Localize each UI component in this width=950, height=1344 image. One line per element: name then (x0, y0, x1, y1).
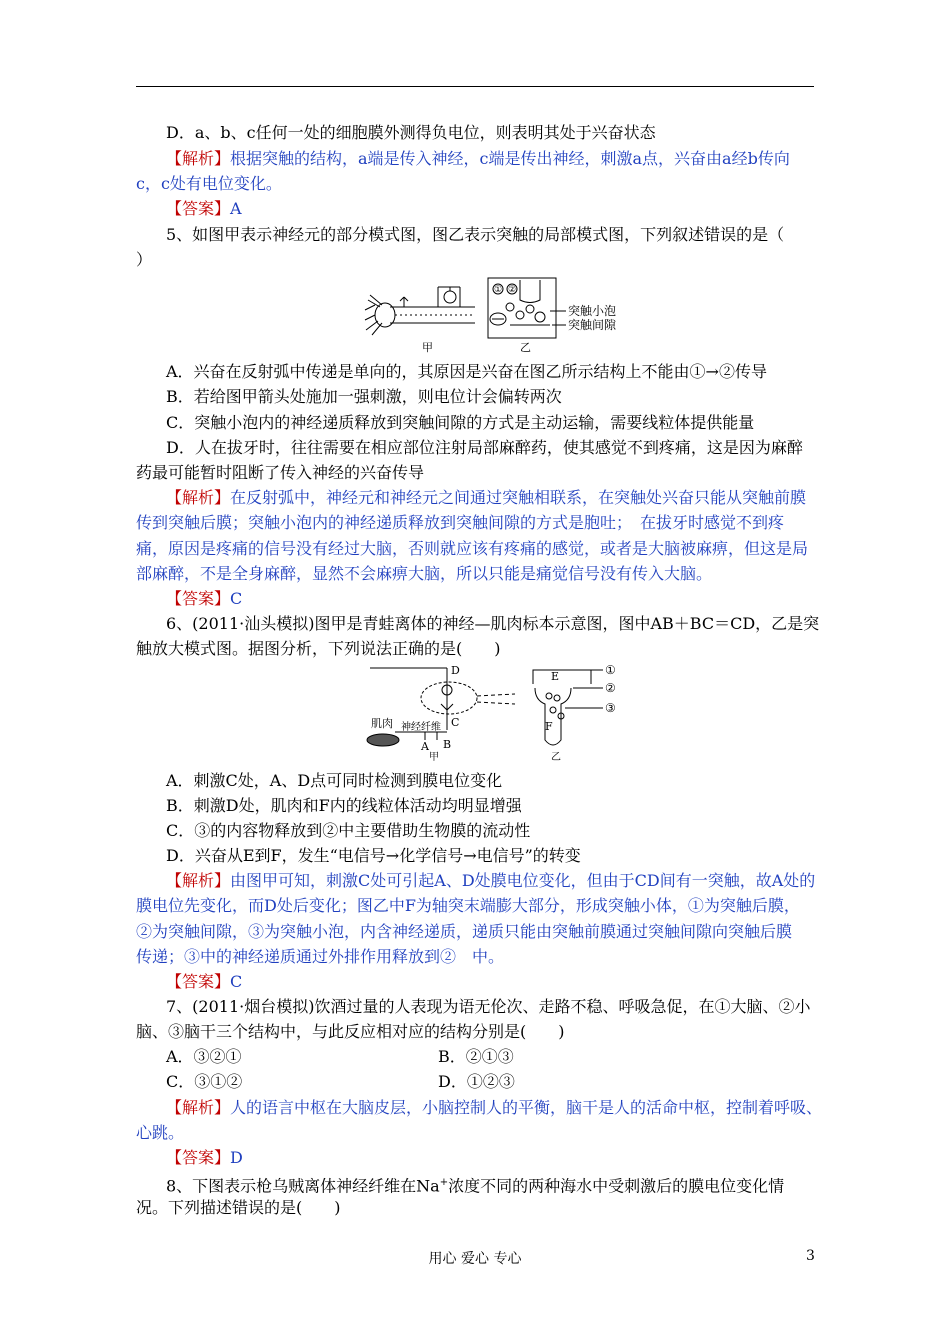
answer-tag: 【答案】 (166, 972, 231, 991)
analysis-tag: 【解析】 (166, 871, 231, 890)
question-7-line2: 脑、③脑干三个结构中，与此反应相对应的结构分别是( ) (136, 1022, 565, 1041)
answer-q4 (166, 199, 242, 219)
analysis-q5-line2: 传到突触后膜；突触小泡内的神经递质释放到突触间隙的方式是胞吐； 在拔牙时感觉不到疼 (136, 513, 785, 532)
analysis-q6-line4: 传递；③中的神经递质通过外排作用释放到② 中。 (136, 947, 505, 966)
fig6-A-label: A (421, 740, 429, 753)
analysis-q7-line2: 心跳。 (136, 1123, 185, 1142)
q7-option-a: A．③②① (166, 1047, 242, 1066)
question-7-line1: 7、(2011·烟台模拟)饮酒过量的人表现为语无伦次、走路不稳、呼吸急促，在①大脑、②小 (166, 997, 811, 1016)
q6-option-a: A．刺激C处，A、D点可同时检测到膜电位变化 (166, 771, 503, 790)
analysis-tag: 【解析】 (166, 1098, 231, 1117)
answer-tag: 【答案】 (166, 589, 231, 608)
q8-text-part2: 浓度不同的两种海水中受刺激后的膜电位变化情 (448, 1176, 785, 1196)
analysis-q5-line3: 痛，原因是疼痛的信号没有经过大脑，否则就应该有疼痛的感觉，或者是大脑被麻痹，但这是局 (136, 539, 809, 558)
analysis-q6-line2: 膜电位先变化，而D处后变化；图乙中F为轴突末端膨大部分，形成突触小体，①为突触后膜， (136, 896, 800, 915)
fig5-yi-label: 乙 (520, 341, 531, 354)
fig6-E-label: E (551, 670, 560, 683)
analysis-q4-line2: c，c处有电位变化。 (136, 174, 282, 193)
fig5-circle1: ① (493, 285, 503, 295)
figure-q6 (365, 660, 625, 765)
analysis-q7-line1 (166, 1098, 822, 1118)
answer-q5 (166, 589, 242, 609)
fig6-D-label: D (451, 664, 460, 677)
answer-value: A (230, 199, 242, 218)
answer-tag: 【答案】 (166, 199, 231, 218)
fig6-circle2: ② (605, 681, 616, 695)
q5-option-c: C．突触小泡内的神经递质释放到突触间隙的方式是主动运输，需要线粒体提供能量 (166, 413, 755, 432)
fig6-jia-label: 甲 (429, 752, 439, 763)
option-d-q4: D．a、b、c任何一处的细胞膜外测得负电位，则表明其处于兴奋状态 (166, 123, 656, 142)
answer-q6 (166, 972, 242, 992)
fig5-circle2: ② (507, 285, 517, 295)
q5-option-a: A．兴奋在反射弧中传递是单向的，其原因是兴奋在图乙所示结构上不能由①→②传导 (166, 362, 767, 381)
answer-q7 (166, 1148, 243, 1168)
q8-text-part1: 8、下图表示枪乌贼离体神经纤维在Na (166, 1176, 440, 1196)
question-5-line2: ） (136, 250, 153, 269)
header-rule (136, 86, 814, 87)
analysis-q5-line4: 部麻醉，不是全身麻醉，显然不会麻痹大脑，所以只能是痛觉信号没有传入大脑。 (136, 564, 713, 583)
analysis-tag: 【解析】 (166, 488, 231, 507)
answer-value: C (230, 972, 243, 991)
analysis-q5-line1 (166, 488, 806, 508)
question-5-line1: 5、如图甲表示神经元的部分模式图，图乙表示突触的局部模式图，下列叙述错误的是（ (166, 225, 785, 244)
fig6-C-label: C (451, 716, 460, 729)
footer-text: 用心 爱心 专心 (428, 1251, 522, 1267)
q8-superscript: + (439, 1177, 449, 1188)
q5-option-d-line1: D．人在拔牙时，往往需要在相应部位注射局部麻醉药，使其感觉不到疼痛，这是因为麻醉 (166, 438, 803, 457)
q6-option-d: D．兴奋从E到F，发生“电信号→化学信号→电信号”的转变 (166, 846, 581, 865)
page-number: 3 (806, 1248, 815, 1264)
fig6-yi-label: 乙 (551, 752, 561, 763)
answer-tag: 【答案】 (166, 1148, 231, 1167)
answer-value: C (230, 589, 243, 608)
fig6-F-label: F (545, 720, 553, 733)
fig6-B-label: B (443, 738, 452, 751)
analysis-q6-line3: ②为突触间隙，③为突触小泡，内含神经递质，递质只能由突触前膜通过突触间隙向突触后膜 (136, 922, 793, 941)
q7-option-b: B．②①③ (438, 1047, 514, 1066)
question-8-line2: 况。下列描述错误的是( ) (136, 1198, 341, 1217)
analysis-tag: 【解析】 (166, 149, 231, 168)
q6-option-c: C．③的内容物释放到②中主要借助生物膜的流动性 (166, 821, 531, 840)
q5-option-d-line2: 药最可能暂时阻断了传入神经的兴奋传导 (136, 463, 425, 482)
analysis-text: 根据突触的结构，a端是传入神经，c端是传出神经，刺激a点，兴奋由a经b传向 (230, 149, 790, 168)
q5-option-b: B．若给图甲箭头处施加一强刺激，则电位计会偏转两次 (166, 387, 562, 406)
analysis-q4-line1 (166, 149, 790, 169)
answer-value: D (230, 1148, 243, 1167)
fig6-fiber-label: 神经纤维 (401, 722, 441, 733)
analysis-text: 人的语言中枢在大脑皮层，小脑控制人的平衡，脑干是人的活命中枢，控制着呼吸、 (230, 1098, 823, 1117)
question-8-line1 (166, 1173, 784, 1196)
analysis-q6-line1 (166, 871, 815, 891)
fig5-cleft-label: 突触间隙 (568, 318, 617, 332)
fig6-circle3: ③ (605, 701, 616, 715)
q6-option-b: B．刺激D处，肌肉和F内的线粒体活动均明显增强 (166, 796, 522, 815)
fig6-circle1: ① (605, 663, 616, 677)
q7-option-d: D．①②③ (438, 1072, 515, 1091)
analysis-text: 由图甲可知，刺激C处可引起A、D处膜电位变化，但由于CD间有一突触，故A处的 (230, 871, 816, 890)
q7-option-c: C．③①② (166, 1072, 243, 1091)
fig6-muscle-label: 肌肉 (371, 717, 393, 730)
question-6-line1: 6、(2011·汕头模拟)图甲是青蛙离体的神经—肌肉标本示意图，图中AB＋BC＝CD，乙是突 (166, 614, 820, 633)
figure-q5 (360, 275, 630, 355)
fig5-jia-label: 甲 (422, 341, 433, 354)
analysis-text: 在反射弧中，神经元和神经元之间通过突触相联系，在突触处兴奋只能从突触前膜 (230, 488, 807, 507)
question-6-line2: 触放大模式图。据图分析，下列说法正确的是( ) (136, 639, 501, 658)
fig5-vesicle-label: 突触小泡 (568, 304, 617, 318)
